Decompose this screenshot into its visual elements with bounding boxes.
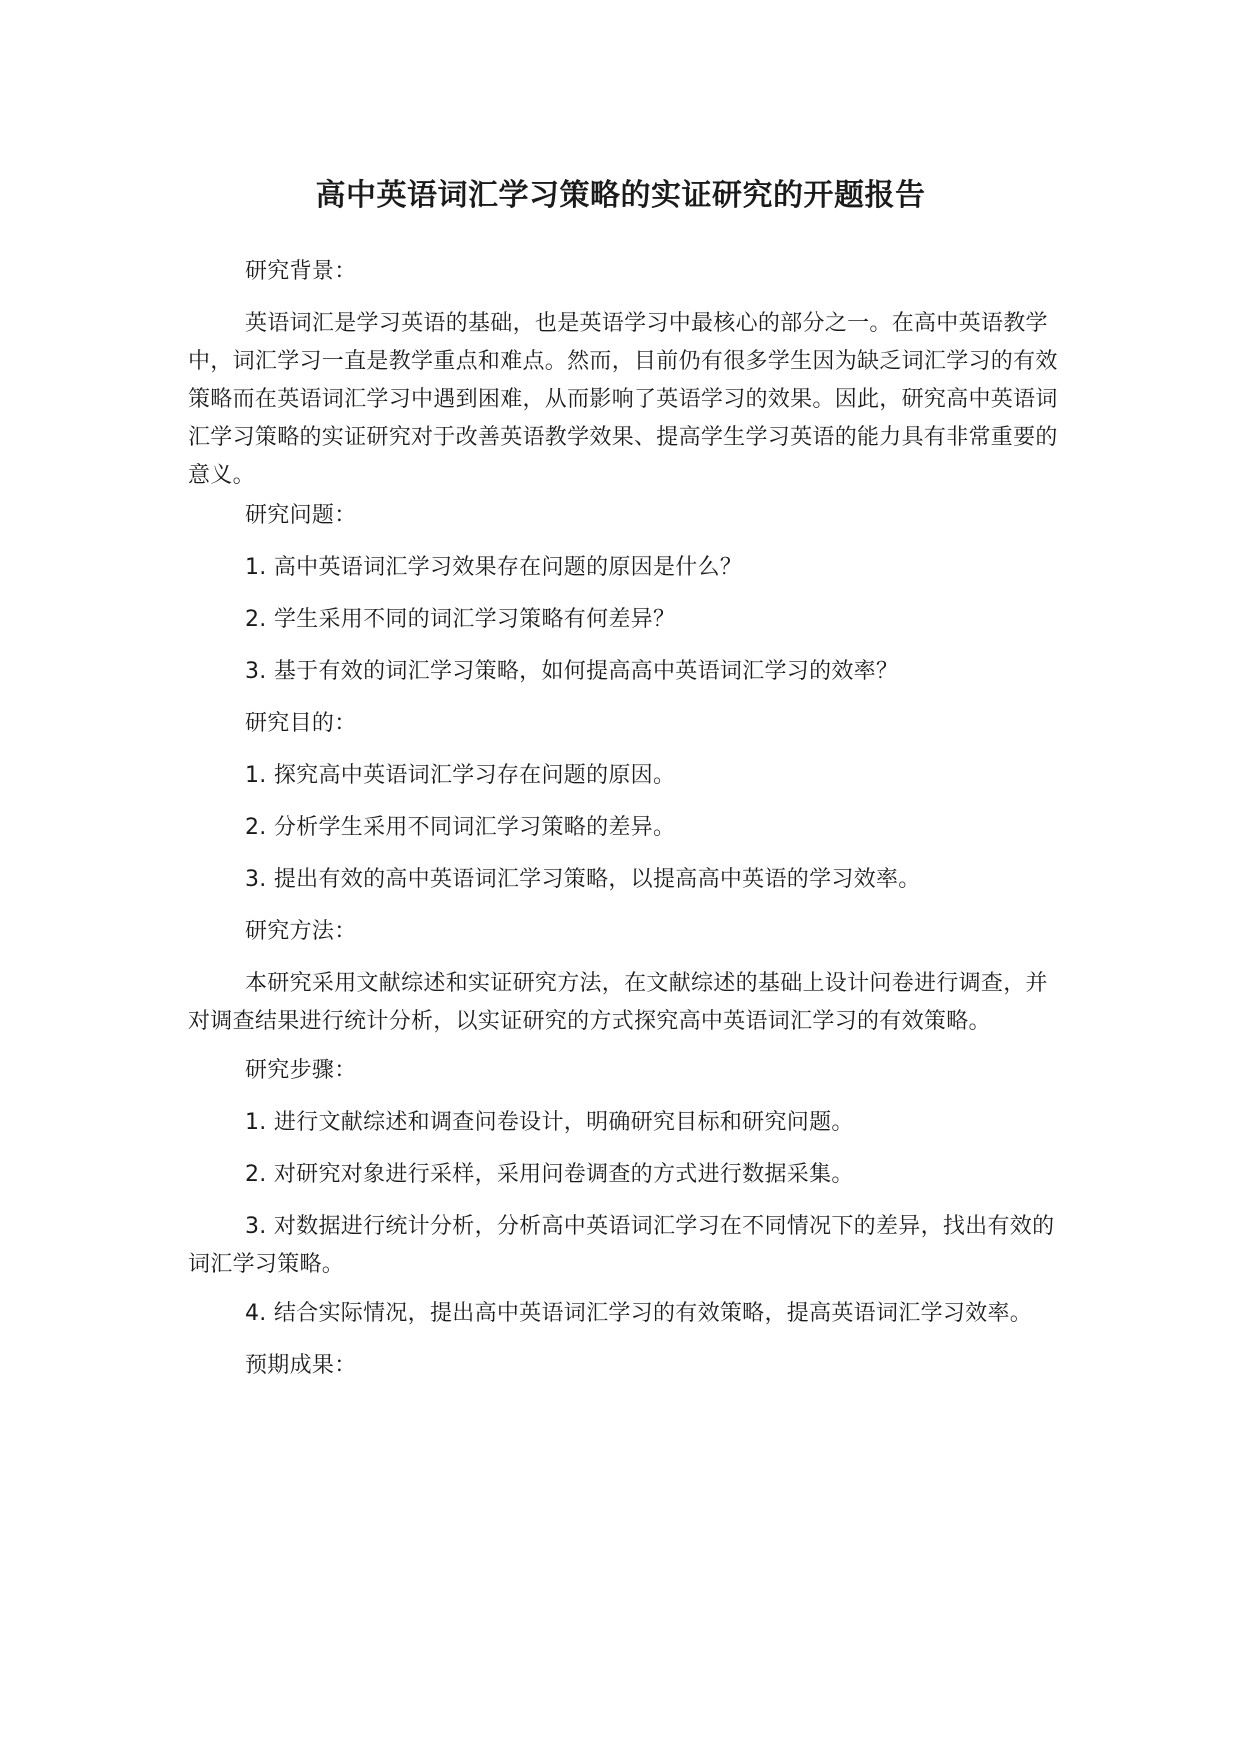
background-heading: 研究背景： [245,259,357,284]
questions-heading: 研究问题： [245,503,357,528]
objective-item-3: 3. 提出有效的高中英语词汇学习策略，以提高高中英语的学习效率。 [245,867,921,892]
step-item-3: 3. 对数据进行统计分析，分析高中英语词汇学习在不同情况下的差异，找出有效的词汇学习策略。 [188,1214,1055,1277]
outcomes-heading: 预期成果： [245,1353,357,1378]
methods-heading: 研究方法： [245,919,357,944]
step-item-4: 4. 结合实际情况，提出高中英语词汇学习的有效策略，提高英语词汇学习效率。 [245,1301,1033,1326]
methods-paragraph: 本研究采用文献综述和实证研究方法，在文献综述的基础上设计问卷进行调查，并对调查结果进行统计分析，以实证研究的方式探究高中英语词汇学习的有效策略。 [188,971,1048,1034]
question-item-2: 2. 学生采用不同的词汇学习策略有何差异？ [245,607,676,632]
step-item-2: 2. 对研究对象进行采样，采用问卷调查的方式进行数据采集。 [245,1162,854,1187]
step-item-1: 1. 进行文献综述和调查问卷设计，明确研究目标和研究问题。 [245,1110,854,1135]
question-item-1: 1. 高中英语词汇学习效果存在问题的原因是什么？ [245,555,743,580]
steps-heading: 研究步骤： [245,1058,357,1083]
objectives-heading: 研究目的： [245,711,357,736]
document-title: 高中英语词汇学习策略的实证研究的开题报告 [315,178,926,213]
objective-item-1: 1. 探究高中英语词汇学习存在问题的原因。 [245,763,676,788]
question-item-3: 3. 基于有效的词汇学习策略，如何提高高中英语词汇学习的效率？ [245,659,899,684]
objective-item-2: 2. 分析学生采用不同词汇学习策略的差异。 [245,815,676,840]
background-paragraph: 英语词汇是学习英语的基础，也是英语学习中最核心的部分之一。在高中英语教学中，词汇学习一直是教学重点和难点。然而，目前仍有很多学生因为缺乏词汇学习的有效策略而在英语词汇学习中遇到困难，从而影响了英语学习的效果。因此，研究高中英语词汇学习策略的实证研究对于改善英语教学效果、提高学生学习英语的能力具有非常重要的意义。 [188,311,1058,488]
